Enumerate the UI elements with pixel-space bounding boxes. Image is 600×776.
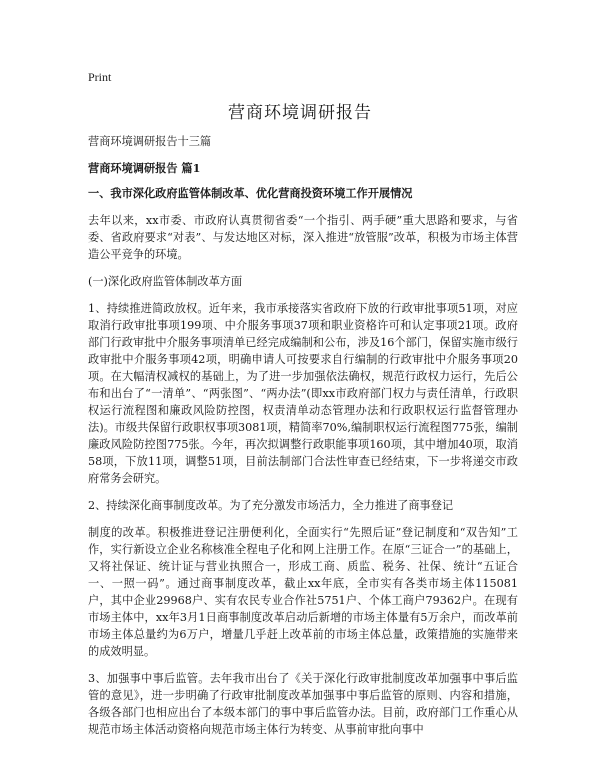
subtitle: 营商环境调研报告十三篇 [88,135,212,148]
paragraph-2a: 2、持续深化商事制度改革。为了充分激发市场活力，全力推进了商事登记 [88,499,454,512]
sub-heading: (一)深化政府监管体制改革方面 [88,275,243,288]
document-body [88,133,518,748]
paragraph-2b: 制度的改革。积极推进登记注册便利化，全面实行“先照后证”登记制度和“双告知”工作，实行新设立企业名称核准全程电子化和网上注册工作。在原“三证合一”的基础上，又将社保证、统计证与营业执照合一，形成工商、质监、税务、社保、统计“五证合一、一照一码”。通过商事制度改革，截止xx年底，全市实有各类市场主体115081户，其中企业29968户、实有农民专业合作社5751户、个体工商户79362户。在现有市场主体中，xx年3月1日商事制度改革启动后新增的市场主体量有5万余户，而改革前市场主体总量约为6万户，增量几乎赶上改革前的市场主体总量，政策措施的实施带来的成效明显。 [88,526,518,658]
section-heading: 一、我市深化政府监管体制改革、优化营商投资环境工作开展情况 [88,186,413,200]
print-link[interactable]: Print [88,70,112,84]
paragraph-1: 1、持续推进简政放权。近年来，我市承接落实省政府下放的行政审批事项51项，对应取消行政审批事项199项、中介服务事项37项和职业资格许可和认定事项21项。政府部门行政审批中介服务事项清单已经完成编制和公布，涉及16个部门，保留实施市级行政审批中介服务事项42项，明确申请人可按要求自行编制的行政审批中介服务事项20项。在大幅清权减权的基础上，为了进一步加强依法确权，规范行政权力运行，先后公布和出台了“一清单”、“两张图”、“两办法”(即xx市政府部门权力与责任清单，行政职权运行流程图和廉政风险防控图，权责清单动态管理办法和行政职权运行监督管理办法)。市级共保留行政职权事项3081项，精简率70%,编制职权运行流程图775张，编制廉政风险防控图775张。今年，再次拟调整行政职能事项160项，其中增加40项，取消58项，下放11项，调整51项，目前法制部门合法性审查已经结束，下一步将递交市政府常务会研究。 [88,302,518,485]
page-title: 营商环境调研报告 [228,103,372,123]
intro-paragraph: 去年以来，xx市委、市政府认真贯彻省委“一个指引、两手硬”重大思路和要求，与省委、省政府要求“对表”、与发达地区对标，深入推进“放管服”改革，积极为市场主体营造公平竞争的环境。 [88,214,518,261]
paragraph-3: 3、加强事中事后监管。去年我市出台了《关于深化行政审批制度改革加强事中事后监管的意见》，进一步明确了行政审批制度改革加强事中事后监管的原则、内容和措施，各级各部门也相应出台了本级本部门的事中事后监管办法。目前，政府部门工作重心从规范市场主体活动资格向规范市场主体行为转变、从事前审批向事中 [88,672,518,736]
article-title: 营商环境调研报告 篇1 [88,161,201,175]
